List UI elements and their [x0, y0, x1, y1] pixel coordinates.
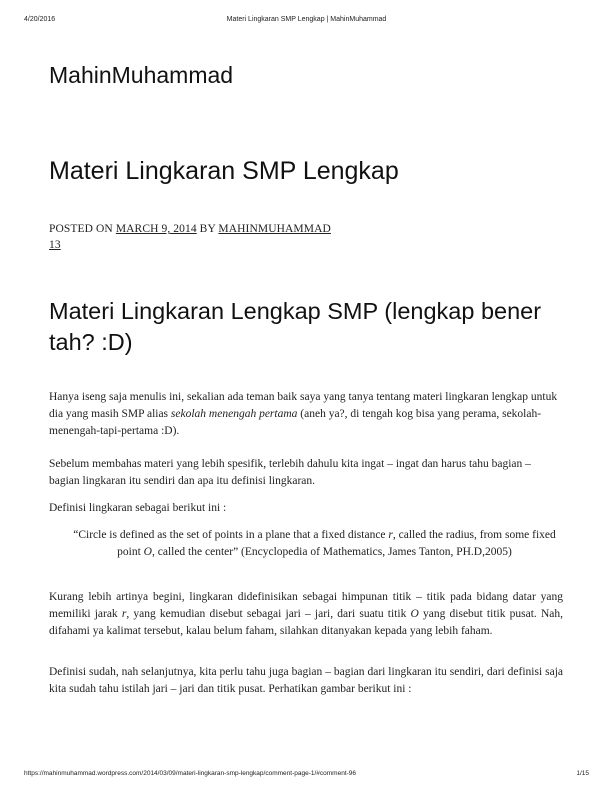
comments-count-link[interactable]: 13 [49, 239, 61, 251]
paragraph-parts-intro: Definisi sudah, nah selanjutnya, kita perlu tahu juga bagian – bagian dari lingkaran itu sendiri, dari definisi saja kita sudah tahu istilah jari – jari dan titik pusat. Perhatikan gambar berikut ini : [49, 666, 563, 695]
author-link[interactable]: MAHINMUHAMMAD [218, 223, 331, 235]
paragraph-before-definition: Sebelum membahas materi yang lebih spesifik, terlebih dahulu kita ingat – ingat dan harus tahu bagian – bagian lingkaran itu sendiri dan apa itu definisi lingkaran. [49, 458, 531, 487]
explanation-text-c: yang disebut titik pusat. Nah, difahami ya kalimat tersebut, kalau belum faham, silahkan ditanyakan kepada yang lebih faham. [49, 608, 563, 637]
paragraph-intro-text-a: Hanya iseng saja menulis ini, sekalian ada teman baik saya yang tanya tentang materi lingkaran lengkap untuk dia yang masih SMP alias [49, 391, 558, 420]
print-page-title: Materi Lingkaran SMP Lengkap | MahinMuhammad [226, 16, 387, 23]
explanation-text-a: Kurang lebih artinya begini, lingkaran didefinisikan sebagai himpunan titik – titik pada bidang datar yang memiliki jarak [49, 591, 563, 620]
print-page-number: 1/15 [576, 770, 589, 777]
print-date: 4/20/2016 [24, 16, 56, 23]
math-var-o: O [143, 546, 152, 558]
math-var-o: O [410, 608, 419, 620]
post-date-link[interactable]: MARCH 9, 2014 [115, 223, 197, 235]
quote-text-b: , called the radius, from some fixed point [117, 529, 556, 558]
article-heading: Materi Lingkaran Lengkap SMP (lengkap bener tah? :D) [49, 298, 542, 355]
quote-text-a: “Circle is defined as the set of points in a plane that a fixed distance [73, 529, 389, 541]
explanation-text-b: , yang kemudian disebut sebagai jari – jari, dari suatu titik [126, 608, 411, 620]
quote-text-c: , called the center” (Encyclopedia of Mathematics, James Tanton, PH.D,2005) [151, 546, 512, 558]
paragraph-intro-emphasis: sekolah menengah pertama [170, 408, 298, 420]
definition-quote [66, 527, 563, 561]
post-meta [49, 221, 331, 253]
paragraph-definition-intro: Definisi lingkaran sebagai berikut ini : [49, 502, 227, 514]
by-label: BY [199, 223, 216, 235]
post-title: Materi Lingkaran SMP Lengkap [49, 157, 399, 185]
posted-on-label: POSTED ON [49, 223, 113, 235]
paragraph-intro [49, 389, 563, 440]
paragraph-intro-text-b: (aneh ya?, di tengah kog bisa yang perama, sekolah-menengah-tapi-pertama :D). [49, 408, 542, 437]
math-var-r: r [388, 529, 393, 541]
print-url: https://mahinmuhammad.wordpress.com/2014/03/09/materi-lingkaran-smp-lengkap/comment-page-1/#comment-96 [24, 770, 357, 777]
paragraph-explanation [49, 589, 563, 640]
site-title[interactable]: MahinMuhammad [49, 62, 234, 88]
math-var-r: r [121, 608, 127, 620]
